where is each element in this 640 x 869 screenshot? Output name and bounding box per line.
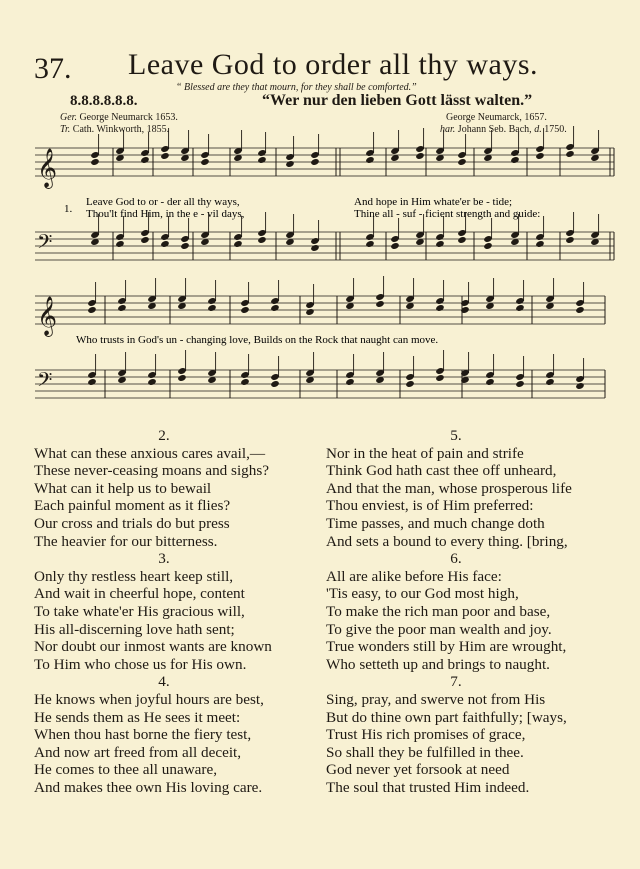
note-head: [535, 240, 544, 248]
note-head: [365, 156, 374, 164]
note-head: [565, 150, 574, 158]
note-head: [87, 306, 96, 314]
verse-6: [326, 550, 586, 673]
verse-line: Nor doubt our inmost wants are known: [34, 638, 272, 656]
note-head: [375, 300, 384, 308]
verse-line: And that the man, whose prosperous life: [326, 479, 572, 497]
credit-author-name: George Neumarck 1653.: [79, 112, 178, 123]
verse-line: Nor in the heat of pain and strife: [326, 444, 524, 462]
verse-line: So shall they be fulfilled in thee.: [326, 743, 524, 761]
verse-7: [326, 673, 586, 796]
note-head: [147, 378, 156, 386]
credit-harmony-label: har.: [440, 124, 456, 135]
verse-label: 5.: [450, 427, 462, 444]
verse-line: Only thy restless heart keep still,: [34, 567, 234, 585]
note-head: [565, 236, 574, 244]
verse-line: Our cross and trials do but press: [34, 514, 230, 532]
note-head: [240, 378, 249, 386]
credit-harmony-died-label: d.: [534, 124, 542, 135]
hymn-title: Leave God to order all thy ways.: [128, 48, 539, 81]
credit-author-label: Ger.: [60, 112, 77, 123]
note-head: [117, 304, 126, 312]
note-head: [87, 378, 96, 386]
verse-number-1: 1.: [64, 203, 73, 215]
note-head: [207, 304, 216, 312]
verse-line: Thou enviest, is of Him preferred:: [326, 497, 534, 515]
verse-line: But do thine own part faithfully; [ways,: [326, 708, 567, 726]
verse-2: [34, 427, 294, 550]
verse-line: And makes thee own His loving care.: [34, 778, 263, 796]
verse-line: His all-discerning love hath sent;: [34, 620, 235, 638]
verse-line: God never yet forsook at need: [326, 761, 510, 779]
note-head: [345, 378, 354, 386]
verse-line: And now art freed from all deceit,: [34, 743, 242, 761]
verse-3: [34, 550, 294, 673]
treble-staff-2: [35, 276, 605, 337]
verse-line: Each painful moment as it flies?: [34, 497, 231, 515]
hymn-number: 37.: [34, 52, 72, 85]
verse-line: And sets a bound to every thing. [bring,: [326, 532, 568, 550]
note-head: [435, 304, 444, 312]
epigraph: “ Blessed are they that mourn, for they shall be comforted.”: [176, 82, 417, 93]
verse-line: To Him who chose us for His own.: [34, 655, 247, 673]
note-head: [535, 152, 544, 160]
verse-line: These never-ceasing moans and sighs?: [34, 462, 270, 480]
note-head: [233, 240, 242, 248]
verse-line: He knows when joyful hours are best,: [34, 690, 264, 708]
note-head: [390, 242, 399, 250]
lyric-line-2a: Thou'lt find Him, in the e - vil days,: [86, 208, 245, 220]
verse-line: To make the rich man poor and base,: [326, 602, 551, 620]
tune-title: “Wer nur den lieben Gott lässt walten.”: [262, 92, 533, 109]
music-score: [0, 0, 640, 420]
note-head: [510, 156, 519, 164]
verse-label: 3.: [158, 550, 170, 568]
note-head: [435, 374, 444, 382]
meter: 8.8.8.8.8.8.: [70, 93, 138, 109]
verse-line: Trust His rich promises of grace,: [326, 726, 526, 744]
verse-line: 'Tis easy, to our God most high,: [326, 585, 519, 603]
note-head: [515, 304, 524, 312]
treble-clef-icon: 𝄞: [37, 148, 58, 188]
verses-right-column: [326, 427, 586, 796]
note-head: [140, 236, 149, 244]
note-head: [200, 158, 209, 166]
note-head: [90, 158, 99, 166]
verse-label: 4.: [158, 673, 170, 691]
verse-line: All are alike before His face:: [326, 567, 502, 585]
note-head: [545, 378, 554, 386]
verse-line: He comes to thee all unaware,: [34, 761, 218, 779]
bass-clef-icon: 𝄢: [37, 368, 53, 396]
verse-line: The soul that trusted Him indeed.: [326, 778, 530, 796]
note-head: [257, 156, 266, 164]
verse-line: He sends them as He sees it meet:: [34, 708, 241, 726]
verse-line: Sing, pray, and swerve not from His: [326, 690, 546, 708]
treble-staff-1: [35, 126, 614, 189]
verse-label: 6.: [450, 550, 462, 568]
verse-line: And wait in cheerful hope, content: [34, 585, 245, 603]
note-head: [160, 240, 169, 248]
lyric-line-3: Who trusts in God's un - changing love, Builds on the Rock that naught can move.: [76, 334, 439, 346]
note-head: [270, 380, 279, 388]
note-head: [140, 156, 149, 164]
note-head: [575, 306, 584, 314]
note-head: [515, 380, 524, 388]
note-head: [365, 240, 374, 248]
verse-line: To give the poor man wealth and joy.: [326, 620, 552, 638]
verse-label: 7.: [450, 673, 462, 691]
note-head: [115, 240, 124, 248]
note-head: [310, 244, 319, 252]
note-head: [305, 308, 314, 316]
bass-staff-2: [35, 350, 605, 398]
bass-clef-icon: 𝄢: [37, 230, 53, 258]
credit-harmony-name: Johann Seb. Bach,: [457, 124, 532, 135]
verse-line: What can these anxious cares avail,—: [34, 444, 266, 462]
verse-line: To take whate'er His gracious will,: [34, 602, 245, 620]
verse-5: [326, 427, 586, 550]
note-head: [457, 236, 466, 244]
credit-translator-label: Tr.: [60, 124, 71, 135]
system-1: [35, 126, 614, 260]
note-head: [483, 242, 492, 250]
verse-4: [34, 673, 294, 796]
verse-line: True wonders still by Him are wrought,: [326, 638, 567, 656]
verse-line: Think God hath cast thee off unheard,: [326, 462, 557, 480]
lyric-line-2b: Thine all - suf - ficient strength and guide:: [354, 208, 541, 220]
credit-translator-name: Cath. Winkworth, 1855.: [72, 124, 170, 135]
note-head: [270, 304, 279, 312]
treble-clef-icon: 𝄞: [37, 296, 58, 336]
verse-line: When thou hast borne the fiery test,: [34, 726, 252, 744]
note-head: [457, 158, 466, 166]
note-head: [415, 152, 424, 160]
verses-left-column: [34, 427, 294, 796]
note-head: [177, 374, 186, 382]
credit-composer: George Neumarck, 1657.: [446, 112, 547, 123]
note-head: [240, 306, 249, 314]
note-head: [485, 378, 494, 386]
note-head: [405, 380, 414, 388]
verse-line: What can it help us to bewail: [34, 479, 212, 497]
lyric-line-1b: And hope in Him whate'er be - tide;: [354, 196, 513, 208]
lyric-line-1a: Leave God to or - der all thy ways,: [86, 196, 240, 208]
verse-line: Who setteth up and brings to naught.: [326, 655, 550, 673]
credit-harmony-year: 1750.: [544, 124, 567, 135]
note-head: [285, 160, 294, 168]
note-head: [257, 236, 266, 244]
system-2: [35, 276, 605, 398]
note-head: [310, 158, 319, 166]
verse-label: 2.: [158, 427, 170, 444]
verse-line: Time passes, and much change doth: [326, 514, 545, 532]
note-head: [180, 242, 189, 250]
note-head: [435, 240, 444, 248]
note-head: [160, 152, 169, 160]
verse-line: The heavier for our bitterness.: [34, 532, 218, 550]
note-head: [575, 382, 584, 390]
